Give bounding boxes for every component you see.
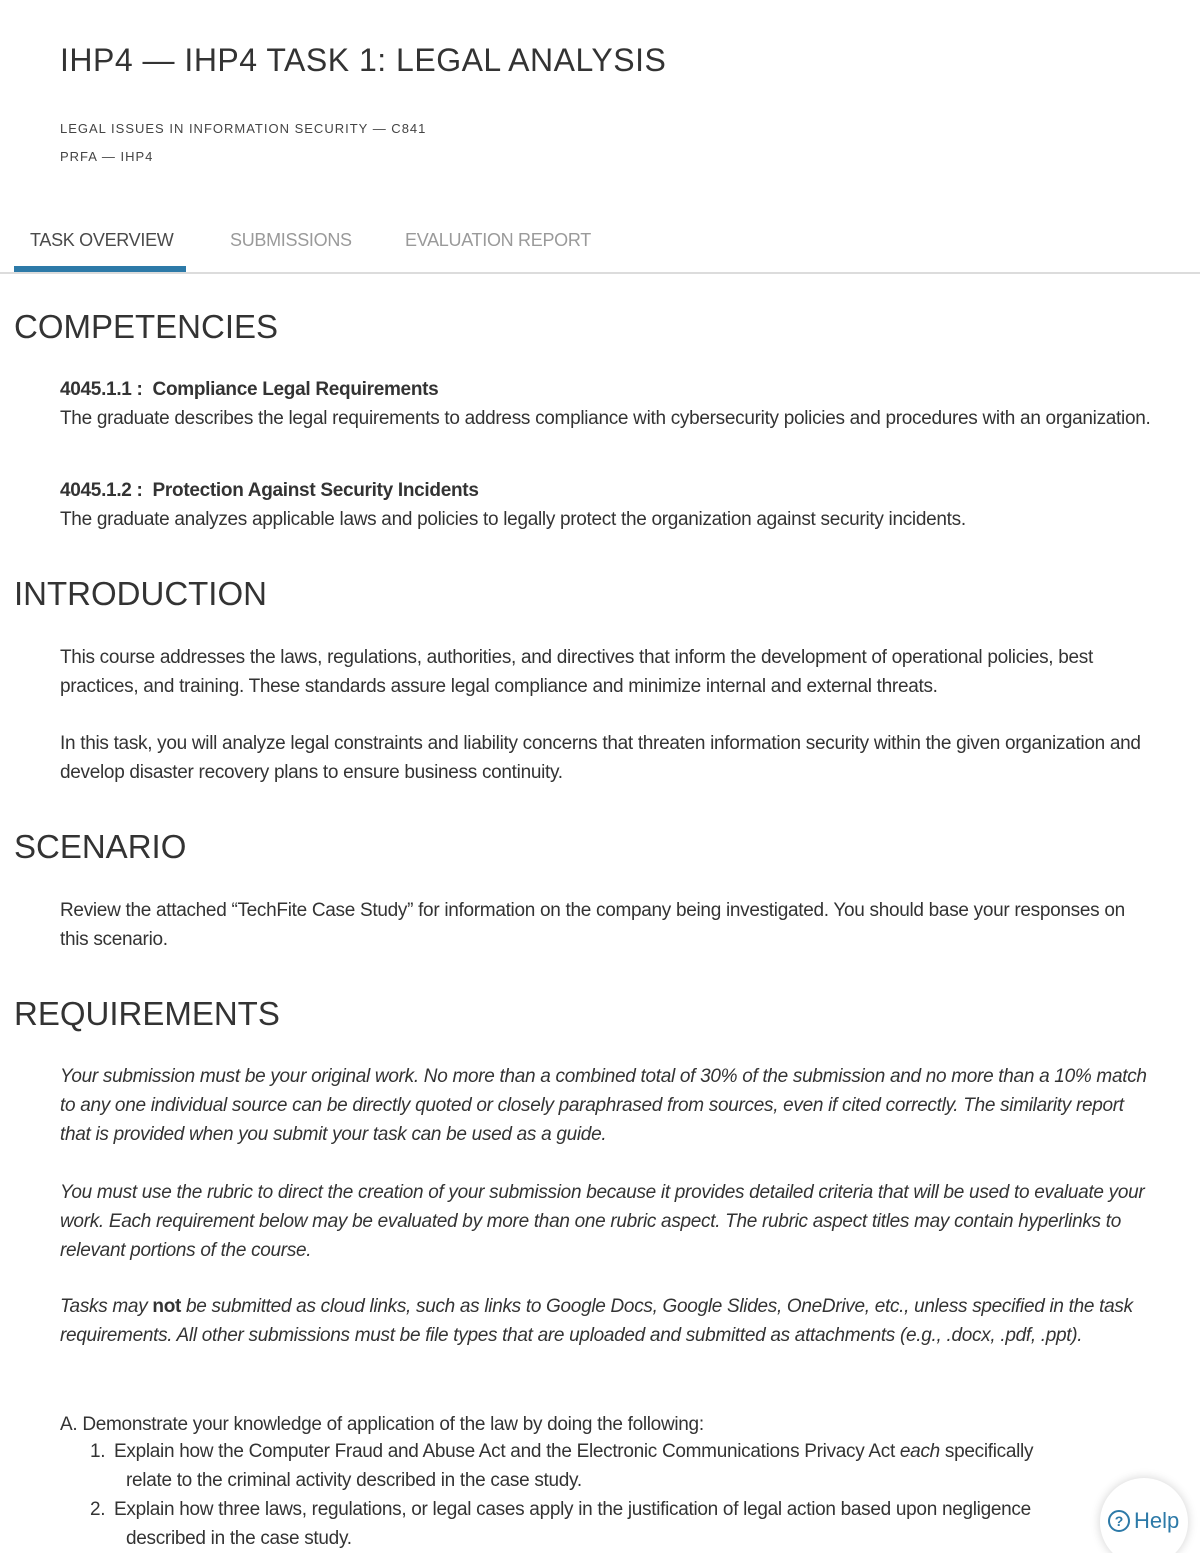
scenario-paragraph: Review the attached “TechFite Case Study” for information on the company being investigated. You should base your responses on this scenario. xyxy=(60,900,1125,950)
requirement-a1: 1. Explain how the Computer Fraud and Abuse Act and the Electronic Communications Privacy Act each specifically relate to the criminal activity described in the case study. xyxy=(90,1437,1130,1495)
help-label: Help xyxy=(1134,1508,1180,1533)
competency-item xyxy=(60,375,1160,433)
competency-code: 4045.1.2 : xyxy=(60,480,143,501)
tab-submissions[interactable]: SUBMISSIONS xyxy=(230,230,352,250)
competency-name: Compliance Legal Requirements xyxy=(152,379,439,400)
question-circle-icon: ? xyxy=(1108,1510,1130,1532)
requirement-a: A. Demonstrate your knowledge of application of the law by doing the following: xyxy=(60,1414,704,1435)
competency-heading xyxy=(60,375,1160,404)
section-scenario: SCENARIO xyxy=(14,828,187,865)
competency-name: Protection Against Security Incidents xyxy=(152,480,479,501)
tab-evaluation-report[interactable]: EVALUATION REPORT xyxy=(405,230,591,250)
competency-heading xyxy=(60,476,1160,505)
competency-description: The graduate analyzes applicable laws and policies to legally protect the organization against security incidents. xyxy=(60,509,966,530)
list-number: 1. xyxy=(90,1441,106,1462)
competency-description: The graduate describes the legal requirements to address compliance with cybersecurity policies and procedures with an organization. xyxy=(60,408,1151,429)
competency-item xyxy=(60,476,1160,534)
list-number: 2. xyxy=(90,1499,106,1520)
cloud-links-note: Tasks may not be submitted as cloud links, such as links to Google Docs, Google Slides, OneDrive, etc., unless specified in the task requirements. All other submissions must be file types that are uploaded and submitted as attachments (e.g., .docx, .pdf, .ppt). xyxy=(60,1296,1133,1346)
section-introduction: INTRODUCTION xyxy=(14,575,267,612)
introduction-paragraph: This course addresses the laws, regulations, authorities, and directives that inform the development of operational policies, best practices, and training. These standards assure legal compliance and minimize internal and external threats. xyxy=(60,647,1093,697)
active-tab-indicator xyxy=(14,266,186,272)
competency-code: 4045.1.1 : xyxy=(60,379,143,400)
originality-note: Your submission must be your original work. No more than a combined total of 30% of the submission and no more than a 10% match to any one individual source can be directly quoted or closely paraphrased from sources, even if cited correctly. The similarity report that is provided when you submit your task can be used as a guide. xyxy=(60,1066,1147,1145)
page-title: IHP4 — IHP4 TASK 1: LEGAL ANALYSIS xyxy=(60,42,667,78)
rubric-note: You must use the rubric to direct the creation of your submission because it provides detailed criteria that will be used to evaluate your work. Each requirement below may be evaluated by more than one rubric aspect. The rubric aspect titles may contain hyperlinks to relevant portions of the course. xyxy=(60,1182,1145,1261)
section-requirements: REQUIREMENTS xyxy=(14,995,280,1032)
help-button[interactable] xyxy=(1100,1478,1188,1553)
course-name: LEGAL ISSUES IN INFORMATION SECURITY — C841 xyxy=(60,121,427,136)
tab-bar xyxy=(0,218,1200,274)
introduction-paragraph: In this task, you will analyze legal constraints and liability concerns that threaten information security within the given organization and develop disaster recovery plans to ensure business continuity. xyxy=(60,733,1141,783)
requirement-a2: 2. Explain how three laws, regulations, or legal cases apply in the justification of legal action based upon negligence described in the case study. xyxy=(90,1495,1130,1553)
course-code: PRFA — IHP4 xyxy=(60,149,154,164)
tab-task-overview[interactable]: TASK OVERVIEW xyxy=(30,230,174,250)
section-competencies: COMPETENCIES xyxy=(14,308,279,345)
